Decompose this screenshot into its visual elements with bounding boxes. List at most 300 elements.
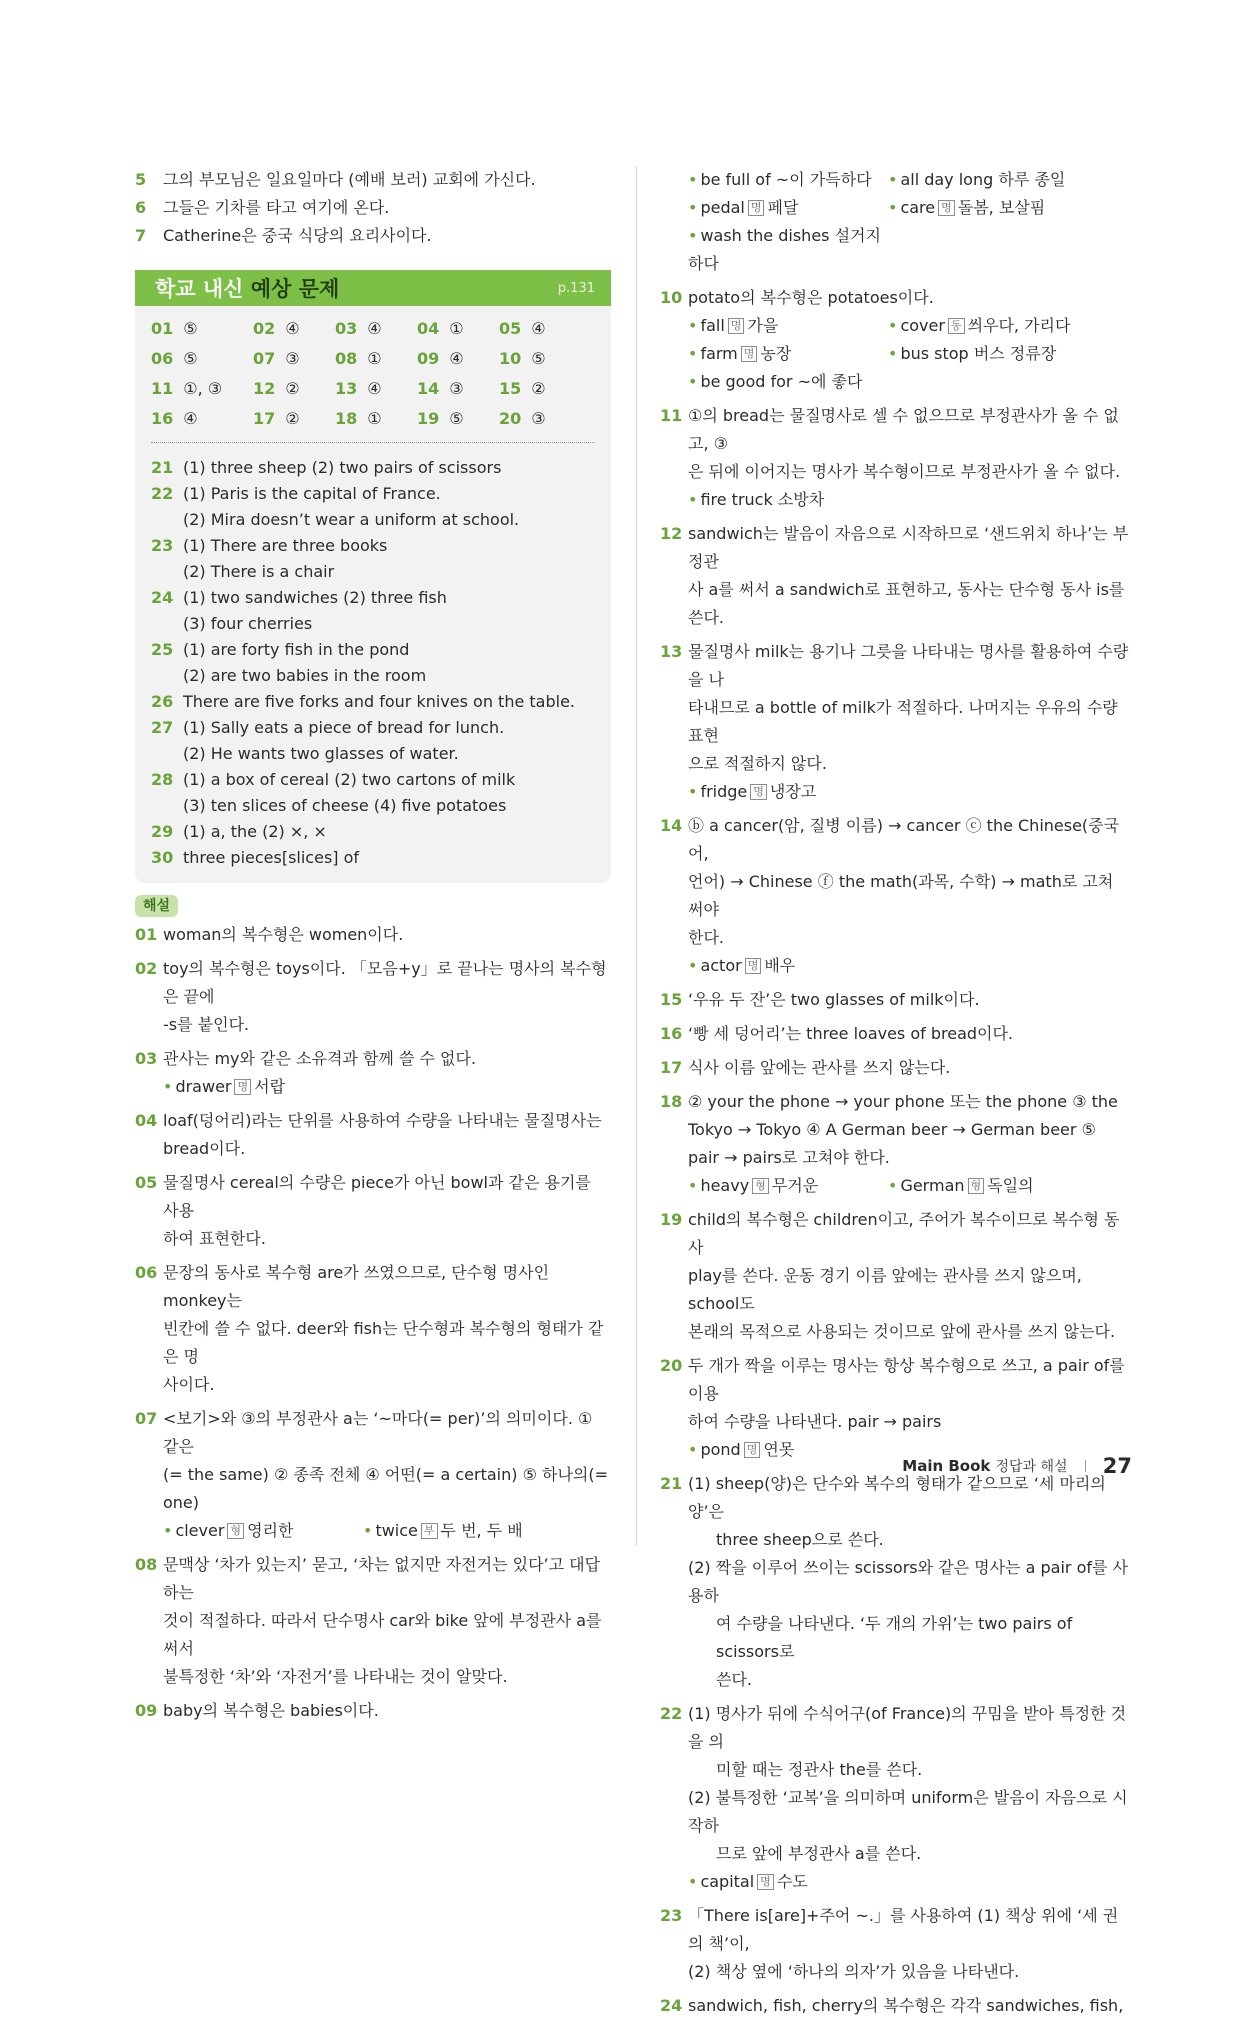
written-answer-line: (3) four cherries <box>183 614 313 633</box>
vocab-word: fridge <box>700 782 748 801</box>
explanation-entry <box>660 284 1132 396</box>
explanation-line: -s를 붙인다. <box>163 1015 250 1034</box>
bullet-icon: • <box>688 226 698 245</box>
explanation-entry <box>135 1259 611 1399</box>
vocab-row <box>660 952 1132 980</box>
bullet-icon: • <box>888 344 898 363</box>
explanation-line <box>660 520 1132 576</box>
explanation-entry <box>660 520 1132 632</box>
pos-tag: 명 <box>745 958 762 974</box>
explanation-line <box>135 1551 611 1607</box>
grid-answer <box>335 376 417 402</box>
question-number: 09 <box>417 349 440 368</box>
written-answer-line <box>151 819 595 845</box>
written-answer-line <box>151 715 595 741</box>
grid-answer <box>151 346 253 372</box>
vocab-word: bus stop <box>900 344 969 363</box>
bullet-icon: • <box>688 782 698 801</box>
explanation-number: 23 <box>660 1906 683 1925</box>
bullet-icon: • <box>688 1872 698 1891</box>
vocab-item <box>888 1172 1088 1200</box>
bullet-icon: • <box>363 1521 373 1540</box>
explanation-entry <box>135 1697 611 1725</box>
vocab-word: farm <box>700 344 738 363</box>
vocab-row <box>660 368 1132 396</box>
explanation-line: Tokyo → Tokyo ④ A German beer → German beer ⑤ <box>688 1120 1096 1139</box>
pos-tag: 명 <box>728 318 745 334</box>
explanation-text: 「There is[are]+주어 ~.」를 사용하여 (1) 책상 위에 ‘세 권의 책’이, <box>688 1906 1119 1953</box>
explanation-line <box>660 1206 1132 1262</box>
explanation-line: 본래의 목적으로 사용되는 것이므로 앞에 관사를 쓰지 않는다. <box>688 1322 1116 1341</box>
answer-text: There are five forks and four knives on the table. <box>183 692 576 711</box>
vocab-item <box>688 952 888 980</box>
written-answer-line <box>151 767 595 793</box>
pos-tag: 형 <box>227 1523 244 1539</box>
vocab-word: German <box>900 1176 965 1195</box>
explanation-line <box>660 986 1132 1014</box>
written-answers <box>151 455 595 871</box>
written-answer-line: (2) Mira doesn’t wear a uniform at school. <box>183 510 520 529</box>
vocab-item <box>688 486 888 514</box>
question-number: 24 <box>151 588 174 607</box>
question-number: 14 <box>417 379 440 398</box>
written-answer-line: (2) He wants two glasses of water. <box>183 744 459 763</box>
answer-choice: ④ <box>531 319 546 338</box>
vocab-word: pond <box>700 1440 741 1459</box>
answer-choice: ④ <box>285 319 300 338</box>
question-number: 10 <box>499 349 522 368</box>
explanation-entry <box>660 1992 1132 2020</box>
explanation-line <box>135 1697 611 1725</box>
explanation-text: ‘빵 세 덩어리’는 three loaves of bread이다. <box>688 1024 1014 1043</box>
bullet-icon: • <box>163 1521 173 1540</box>
vocab-word: fire truck <box>700 490 773 509</box>
explanation-line: 므로 앞에 부정관사 a를 쓴다. <box>716 1844 922 1863</box>
exam-page-ref: p.131 <box>557 280 595 296</box>
explanation-entry <box>135 1045 611 1101</box>
question-number: 01 <box>151 319 174 338</box>
answer-text: (1) three sheep (2) two pairs of scissors <box>183 458 502 477</box>
vocab-row <box>135 1517 611 1545</box>
vocab-row <box>660 194 1132 222</box>
explanation-text: sandwich, fish, cherry의 복수형은 각각 sandwiches, fish, <box>688 1996 1124 2015</box>
bullet-icon: • <box>888 1176 898 1195</box>
vocab-row <box>660 166 1132 194</box>
explanation-line: 한다. <box>688 928 724 947</box>
vocab-meaning: ~에 좋다 <box>797 372 863 391</box>
pos-tag: 명 <box>750 784 767 800</box>
explanation-number: 12 <box>660 524 683 543</box>
vocab-meaning: 씌우다, 가리다 <box>967 316 1071 335</box>
explanation-number: 20 <box>660 1356 683 1375</box>
explanation-line <box>135 1107 611 1135</box>
answer-choice: ① <box>367 349 382 368</box>
explanation-text: 식사 이름 앞에는 관사를 쓰지 않는다. <box>688 1058 951 1077</box>
bullet-icon: • <box>688 490 698 509</box>
explanation-text: 두 개가 짝을 이루는 명사는 항상 복수형으로 쓰고, a pair of를 이용 <box>688 1356 1125 1403</box>
answer-choice: ⑤ <box>183 319 198 338</box>
vocab-item <box>688 166 888 194</box>
explanation-entry <box>660 986 1132 1014</box>
answer-grid <box>151 316 595 432</box>
explanation-text: 문맥상 ‘차가 있는지’ 묻고, ‘차는 없지만 자전거는 있다’고 대답하는 <box>163 1555 601 1602</box>
grid-answer <box>499 376 579 402</box>
explanation-text: sandwich는 발음이 자음으로 시작하므로 ‘샌드위치 하나’는 부정관 <box>688 524 1129 571</box>
grid-answer <box>335 346 417 372</box>
dotted-separator <box>151 442 595 443</box>
explanation-text: child의 복수형은 children이고, 주어가 복수이므로 복수형 동사 <box>688 1210 1120 1257</box>
vocab-item <box>888 312 1088 340</box>
question-number: 21 <box>151 458 174 477</box>
explanation-line <box>660 1054 1132 1082</box>
answer-text: (1) Paris is the capital of France. <box>183 484 441 503</box>
question-number: 05 <box>499 319 522 338</box>
answer-choice: ① <box>449 319 464 338</box>
vocab-item <box>888 340 1088 368</box>
intro-item: 6 그들은 기차를 타고 여기에 온다. <box>135 198 390 217</box>
vocab-meaning: 소방차 <box>777 490 825 509</box>
explanation-number: 10 <box>660 288 683 307</box>
explanation-text: (1) 명사가 뒤에 수식어구(of France)의 꾸밈을 받아 특정한 것을 의 <box>688 1704 1127 1751</box>
pos-tag: 부 <box>421 1523 438 1539</box>
pos-tag: 명 <box>748 200 765 216</box>
question-number: 03 <box>335 319 358 338</box>
bullet-icon: • <box>888 198 898 217</box>
bullet-icon: • <box>888 170 898 189</box>
explanation-line: 여 수량을 나타낸다. ‘두 개의 가위’는 two pairs of scissors로 <box>716 1614 1073 1661</box>
answer-choice: ③ <box>449 379 464 398</box>
question-number: 11 <box>151 379 174 398</box>
question-number: 20 <box>499 409 522 428</box>
explanation-line <box>660 1352 1132 1408</box>
written-answer-line <box>151 533 595 559</box>
bullet-icon: • <box>688 1176 698 1195</box>
right-column <box>660 166 1132 2026</box>
explanation-number: 11 <box>660 406 683 425</box>
written-answer-line <box>151 689 595 715</box>
explanation-entry <box>135 1405 611 1545</box>
explanation-line: (2) 책상 옆에 ‘하나의 의자’가 있음을 나타낸다. <box>688 1962 1020 1981</box>
explanation-entry <box>660 1054 1132 1082</box>
explanation-number: 03 <box>135 1049 158 1068</box>
vocab-meaning: 돌봄, 보살핌 <box>957 198 1046 217</box>
question-number: 16 <box>151 409 174 428</box>
explanation-line <box>660 284 1132 312</box>
intro-item: 5 그의 부모님은 일요일마다 (예배 보러) 교회에 가신다. <box>135 170 536 189</box>
answer-choice: ④ <box>367 319 382 338</box>
vocab-item <box>688 368 888 396</box>
answer-choice: ③ <box>285 349 300 368</box>
vocab-meaning: ~이 가득하다 <box>775 170 872 189</box>
answer-text: three pieces[slices] of <box>183 848 360 867</box>
explanation-line: 사이다. <box>163 1375 215 1394</box>
explanation-number: 02 <box>135 959 158 978</box>
answer-choice: ② <box>285 379 300 398</box>
vocab-meaning: 독일의 <box>987 1176 1034 1195</box>
vocab-word: clever <box>175 1521 225 1540</box>
explanation-line <box>660 1700 1132 1756</box>
explanation-text: ② your the phone → your phone 또는 the phone ③ the <box>688 1092 1118 1111</box>
vocab-row <box>660 778 1132 806</box>
question-number: 18 <box>335 409 358 428</box>
vocab-item <box>688 222 888 278</box>
vocab-row <box>660 340 1132 368</box>
explanation-line <box>135 955 611 1011</box>
pos-tag: 형 <box>968 1178 985 1194</box>
vocab-meaning: 연못 <box>763 1440 795 1459</box>
explanation-line: 쓴다. <box>716 1670 752 1689</box>
bullet-icon: • <box>688 316 698 335</box>
explanation-line: 빈칸에 쓸 수 없다. deer와 fish는 단수형과 복수형의 형태가 같은 명 <box>163 1319 604 1366</box>
footer-subtitle: 정답과 해설 <box>995 1459 1068 1475</box>
page-number: 27 <box>1102 1454 1132 1478</box>
answer-choice: ⑤ <box>531 349 546 368</box>
bullet-icon: • <box>688 372 698 391</box>
intro-item: 7 Catherine은 중국 식당의 요리사이다. <box>135 226 432 245</box>
written-answer-line <box>151 585 595 611</box>
question-number: 06 <box>151 349 174 368</box>
book-title: Main Book <box>902 1457 991 1475</box>
grid-answer <box>499 316 579 342</box>
answer-choice: ⑤ <box>449 409 464 428</box>
vocab-meaning: 무거운 <box>771 1176 819 1195</box>
vocab-item <box>888 194 1088 222</box>
explanation-number: 18 <box>660 1092 683 1111</box>
question-number: 27 <box>151 718 174 737</box>
explanation-line: 불특정한 ‘차’와 ‘자전거’를 나타내는 것이 알맞다. <box>163 1667 508 1686</box>
written-answer-line: (2) are two babies in the room <box>183 666 427 685</box>
grid-answer <box>253 376 335 402</box>
vocab-item <box>688 312 888 340</box>
vocab-meaning: 농장 <box>760 344 792 363</box>
explanation-text: 물질명사 milk는 용기나 그릇을 나타내는 명사를 활용하여 수량을 나 <box>688 642 1129 689</box>
vocab-meaning: 수도 <box>776 1872 808 1891</box>
question-number: 02 <box>253 319 276 338</box>
vocab-word: cover <box>900 316 945 335</box>
explanation-line <box>135 1045 611 1073</box>
answer-text: (1) a, the (2) ×, × <box>183 822 327 841</box>
answer-choice: ② <box>285 409 300 428</box>
answer-text: (1) two sandwiches (2) three fish <box>183 588 447 607</box>
explanation-entry <box>660 1206 1132 1346</box>
question-number: 17 <box>253 409 276 428</box>
vocab-word: be full of <box>700 170 771 189</box>
exam-box <box>135 270 611 883</box>
vocab-word: capital <box>700 1872 755 1891</box>
answer-choice: ③ <box>531 409 546 428</box>
answer-text: (1) are forty fish in the pond <box>183 640 410 659</box>
explanation-number: 05 <box>135 1173 158 1192</box>
answer-choice: ①, ③ <box>183 379 223 398</box>
footer-divider <box>1085 1460 1086 1472</box>
explanation-number: 19 <box>660 1210 683 1229</box>
explanation-text: baby의 복수형은 babies이다. <box>163 1701 379 1720</box>
explanation-line: 미할 때는 정관사 the를 쓴다. <box>716 1760 923 1779</box>
question-number: 26 <box>151 692 174 711</box>
explanation-line <box>660 1020 1132 1048</box>
answer-choice: ④ <box>367 379 382 398</box>
question-number: 08 <box>335 349 358 368</box>
grid-answer <box>417 406 499 432</box>
explanation-line <box>660 1470 1132 1526</box>
explanation-line <box>660 1992 1132 2020</box>
explanation-text: loaf(덩어리)라는 단위를 사용하여 수량을 나타내는 물질명사는 <box>163 1111 602 1130</box>
vocab-meaning: 냉장고 <box>769 782 817 801</box>
explanation-line: bread이다. <box>163 1139 246 1158</box>
explanation-line: (2) 짝을 이루어 쓰이는 scissors와 같은 명사는 a pair of를 사용하 <box>688 1558 1128 1605</box>
bullet-icon: • <box>688 1440 698 1459</box>
explanation-line <box>660 1902 1132 1958</box>
pos-tag: 형 <box>752 1178 769 1194</box>
explanation-text: 문장의 동사로 복수형 are가 쓰였으므로, 단수형 명사인 monkey는 <box>163 1263 550 1310</box>
vocab-word: drawer <box>175 1077 232 1096</box>
explanation-line <box>135 1169 611 1225</box>
grid-answer <box>151 376 253 402</box>
explanation-entry <box>135 921 611 949</box>
exam-title: 학교 내신 예상 문제 <box>155 277 340 301</box>
explanation-line: 하여 표현한다. <box>163 1229 266 1248</box>
vocab-word: actor <box>700 956 742 975</box>
vocab-meaning: 배우 <box>764 956 796 975</box>
right-explanations <box>660 284 1132 2020</box>
vocab-item <box>688 778 888 806</box>
explanation-line <box>660 638 1132 694</box>
explanation-number: 22 <box>660 1704 683 1723</box>
vocab-meaning: 가을 <box>747 316 779 335</box>
written-answer-line <box>151 637 595 663</box>
grid-answer <box>417 346 499 372</box>
bullet-icon: • <box>888 316 898 335</box>
pos-tag: 명 <box>757 1874 774 1890</box>
vocab-meaning: 설거지하다 <box>688 226 881 273</box>
vocab-row <box>660 486 1132 514</box>
explanation-line <box>135 1259 611 1315</box>
grid-answer <box>499 406 579 432</box>
vocab-word: heavy <box>700 1176 750 1195</box>
explanation-line: 것이 적절하다. 따라서 단수명사 car와 bike 앞에 부정관사 a를 써서 <box>163 1611 602 1658</box>
grid-answer <box>335 316 417 342</box>
explanation-line: 하여 수량을 나타낸다. pair → pairs <box>688 1412 942 1431</box>
question-number: 04 <box>417 319 440 338</box>
explanation-number: 14 <box>660 816 683 835</box>
vocab-item <box>688 340 888 368</box>
right-top-vocab <box>660 166 1132 278</box>
explanation-entry <box>660 1700 1132 1896</box>
explanation-entry <box>660 402 1132 514</box>
answer-text: (1) Sally eats a piece of bread for lunch. <box>183 718 505 737</box>
question-number: 19 <box>417 409 440 428</box>
explanation-number: 15 <box>660 990 683 1009</box>
grid-answer <box>417 316 499 342</box>
vocab-word: fall <box>700 316 725 335</box>
vocab-item <box>688 1868 888 1896</box>
question-number: 22 <box>151 484 174 503</box>
answer-choice: ④ <box>449 349 464 368</box>
vocab-item <box>688 1436 888 1464</box>
explanation-line: (= the same) ② 종족 전체 ④ 어떤(= a certain) ⑤ 하나의(= one) <box>163 1465 609 1512</box>
pos-tag: 명 <box>938 200 955 216</box>
page-footer <box>900 1454 1132 1478</box>
explanation-line <box>135 1405 611 1461</box>
explanation-text: (1) sheep(양)은 단수와 복수의 형태가 같으므로 ‘세 마리의 양’은 <box>688 1474 1106 1521</box>
pos-tag: 명 <box>744 1442 761 1458</box>
explanation-number: 01 <box>135 925 158 944</box>
answer-choice: ⑤ <box>183 349 198 368</box>
explanation-text: toy의 복수형은 toys이다. 「모음+y」로 끝나는 명사의 복수형은 끝에 <box>163 959 607 1006</box>
explanation-line: 타내므로 a bottle of milk가 적절하다. 나머지는 우유의 수량 표현 <box>688 698 1118 745</box>
vocab-word: twice <box>375 1521 418 1540</box>
explanation-line <box>660 812 1132 868</box>
explanation-line: pair → pairs로 고쳐야 한다. <box>688 1148 890 1167</box>
bullet-icon: • <box>688 198 698 217</box>
grid-answer <box>253 406 335 432</box>
explanation-line: three sheep으로 쓴다. <box>716 1530 884 1549</box>
question-number: 25 <box>151 640 174 659</box>
grid-answer <box>335 406 417 432</box>
explanation-entry <box>135 1107 611 1163</box>
answer-text: (1) There are three books <box>183 536 388 555</box>
vocab-meaning: 두 번, 두 배 <box>440 1521 523 1540</box>
grid-answer <box>253 346 335 372</box>
written-answer-line <box>151 845 595 871</box>
written-answer-line: (2) There is a chair <box>183 562 335 581</box>
explanation-text: ①의 bread는 물질명사로 셀 수 없으므로 부정관사가 올 수 없고, ③ <box>688 406 1119 453</box>
vocab-word: wash the dishes <box>700 226 830 245</box>
vocab-item <box>363 1517 563 1545</box>
vocab-row <box>660 1868 1132 1896</box>
intro-list <box>135 166 611 250</box>
vocab-item <box>163 1517 363 1545</box>
explanation-entry <box>660 1088 1132 1200</box>
question-number: 15 <box>499 379 522 398</box>
explanation-line <box>660 1088 1132 1116</box>
answer-choice: ② <box>531 379 546 398</box>
vocab-meaning: 영리한 <box>247 1521 294 1540</box>
explanation-number: 06 <box>135 1263 158 1282</box>
explanation-text: 물질명사 cereal의 수량은 piece가 아닌 bowl과 같은 용기를 사용 <box>163 1173 591 1220</box>
exam-header <box>135 270 611 306</box>
question-number: 28 <box>151 770 174 789</box>
explanation-line <box>135 921 611 949</box>
explanation-text: <보기>와 ③의 부정관사 a는 ‘~마다(= per)’의 의미이다. ① 같은 <box>163 1409 593 1456</box>
explanation-number: 07 <box>135 1409 158 1428</box>
explanation-text: ⓑ a cancer(암, 질병 이름) → cancer ⓒ the Chinese(중국어, <box>688 816 1120 863</box>
explanation-number: 21 <box>660 1474 683 1493</box>
left-explanations <box>135 921 611 1725</box>
pos-tag: 명 <box>741 346 758 362</box>
explanation-entry <box>660 638 1132 806</box>
explanation-line: 사 a를 써서 a sandwich로 표현하고, 동사는 단수형 동사 is를 쓴다. <box>688 580 1125 627</box>
grid-answer <box>499 346 579 372</box>
bullet-icon: • <box>688 170 698 189</box>
explanation-number: 08 <box>135 1555 158 1574</box>
explanation-entry <box>135 1169 611 1253</box>
left-column <box>135 166 611 1731</box>
grid-answer <box>151 406 253 432</box>
explanation-badge: 해설 <box>135 895 178 917</box>
bullet-icon: • <box>688 956 698 975</box>
vocab-word: be good for <box>700 372 793 391</box>
vocab-row <box>660 1172 1132 1200</box>
explanation-text: potato의 복수형은 potatoes이다. <box>688 288 934 307</box>
explanation-entry <box>135 955 611 1039</box>
vocab-meaning: 서랍 <box>254 1077 286 1096</box>
vocab-item <box>688 1172 888 1200</box>
explanation-number: 24 <box>660 1996 683 2015</box>
answer-choice: ④ <box>183 409 198 428</box>
explanation-number: 17 <box>660 1058 683 1077</box>
vocab-word: all day long <box>900 170 994 189</box>
